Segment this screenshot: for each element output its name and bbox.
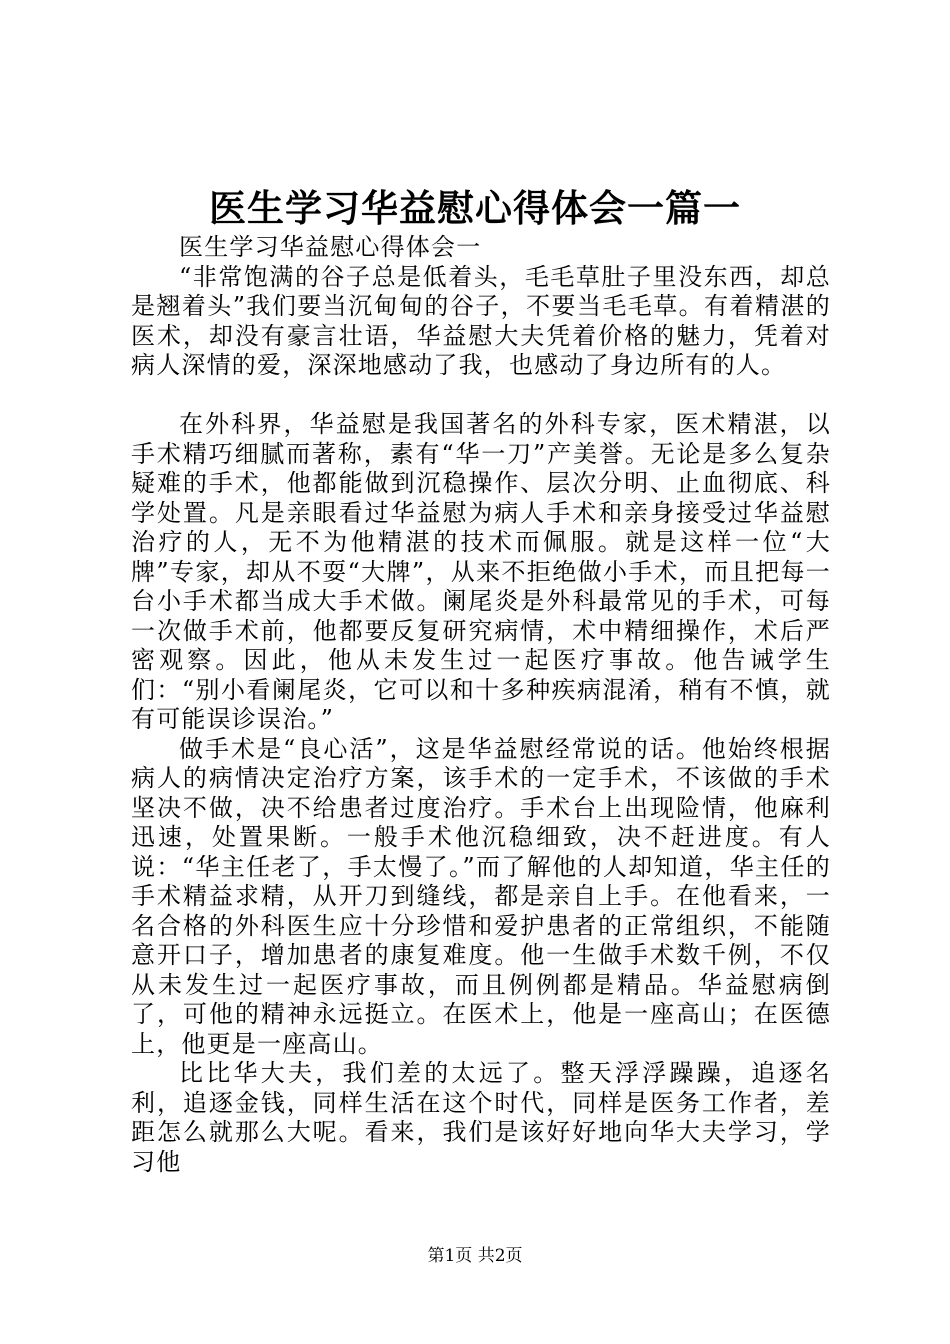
paragraph: 做手术是“良心活”，这是华益慰经常说的话。他始终根据病人的病情决定治疗方案，该手术的一定手术，不该做的手术坚决不做，决不给患者过度治疗。手术台上出现险情，他麻利迅速，处置果断。一般手术他沉稳细致，决不赶进度。有人说：“华主任老了，手太慢了。”而了解他的人却知道，华主任的手术精益求精，从开刀到缝线，都是亲自上手。在他看来，一名合格的外科医生应十分珍惜和爱护患者的正常组织，不能随意开口子，增加患者的康复难度。他一生做手术数千例，不仅从未发生过一起医疗事故，而且例例都是精品。华益慰病倒了，可他的精神永远挺立。在医术上，他是一座高山；在医德上，他更是一座高山。 [131, 734, 831, 1058]
paragraph-subtitle: 医生学习华益慰心得体会一 [179, 233, 482, 261]
paragraph: “非常饱满的谷子总是低着头，毛毛草肚子里没东西，却总是翘着头”我们要当沉甸甸的谷子，不要当毛毛草。有着精湛的医术，却没有豪言壮语，华益慰大夫凭着价格的魅力，凭着对病人深情的爱，深深地感动了我，也感动了身边所有的人。 [131, 262, 831, 379]
page-number-footer: 第1页 共2页 [427, 1246, 523, 1266]
paragraph: 比比华大夫，我们差的太远了。整天浮浮躁躁，追逐名利，追逐金钱，同样生活在这个时代，同样是医务工作者，差距怎么就那么大呢。看来，我们是该好好地向华大夫学习，学习他 [131, 1059, 831, 1176]
document-body [131, 233, 831, 1177]
paragraph-spacer [131, 381, 831, 411]
document-title: 医生学习华益慰心得体会一篇一 [209, 186, 741, 230]
paragraph: 在外科界，华益慰是我国著名的外科专家，医术精湛，以手术精巧细腻而著称，素有“华一刀”产美誉。无论是多么复杂疑难的手术，他都能做到沉稳操作、层次分明、止血彻底、科学处置。凡是亲眼看过华益慰为病人手术和亲身接受过华益慰治疗的人，无不为他精湛的技术而佩服。就是这样一位“大牌”专家，却从不耍“大牌”，从来不拒绝做小手术，而且把每一台小手术都当成大手术做。阑尾炎是外科最常见的手术，可每一次做手术前，他都要反复研究病情，术中精细操作，术后严密观察。因此，他从未发生过一起医疗事故。他告诫学生们：“别小看阑尾炎，它可以和十多种疾病混淆，稍有不慎，就有可能误诊误治。” [131, 410, 831, 733]
